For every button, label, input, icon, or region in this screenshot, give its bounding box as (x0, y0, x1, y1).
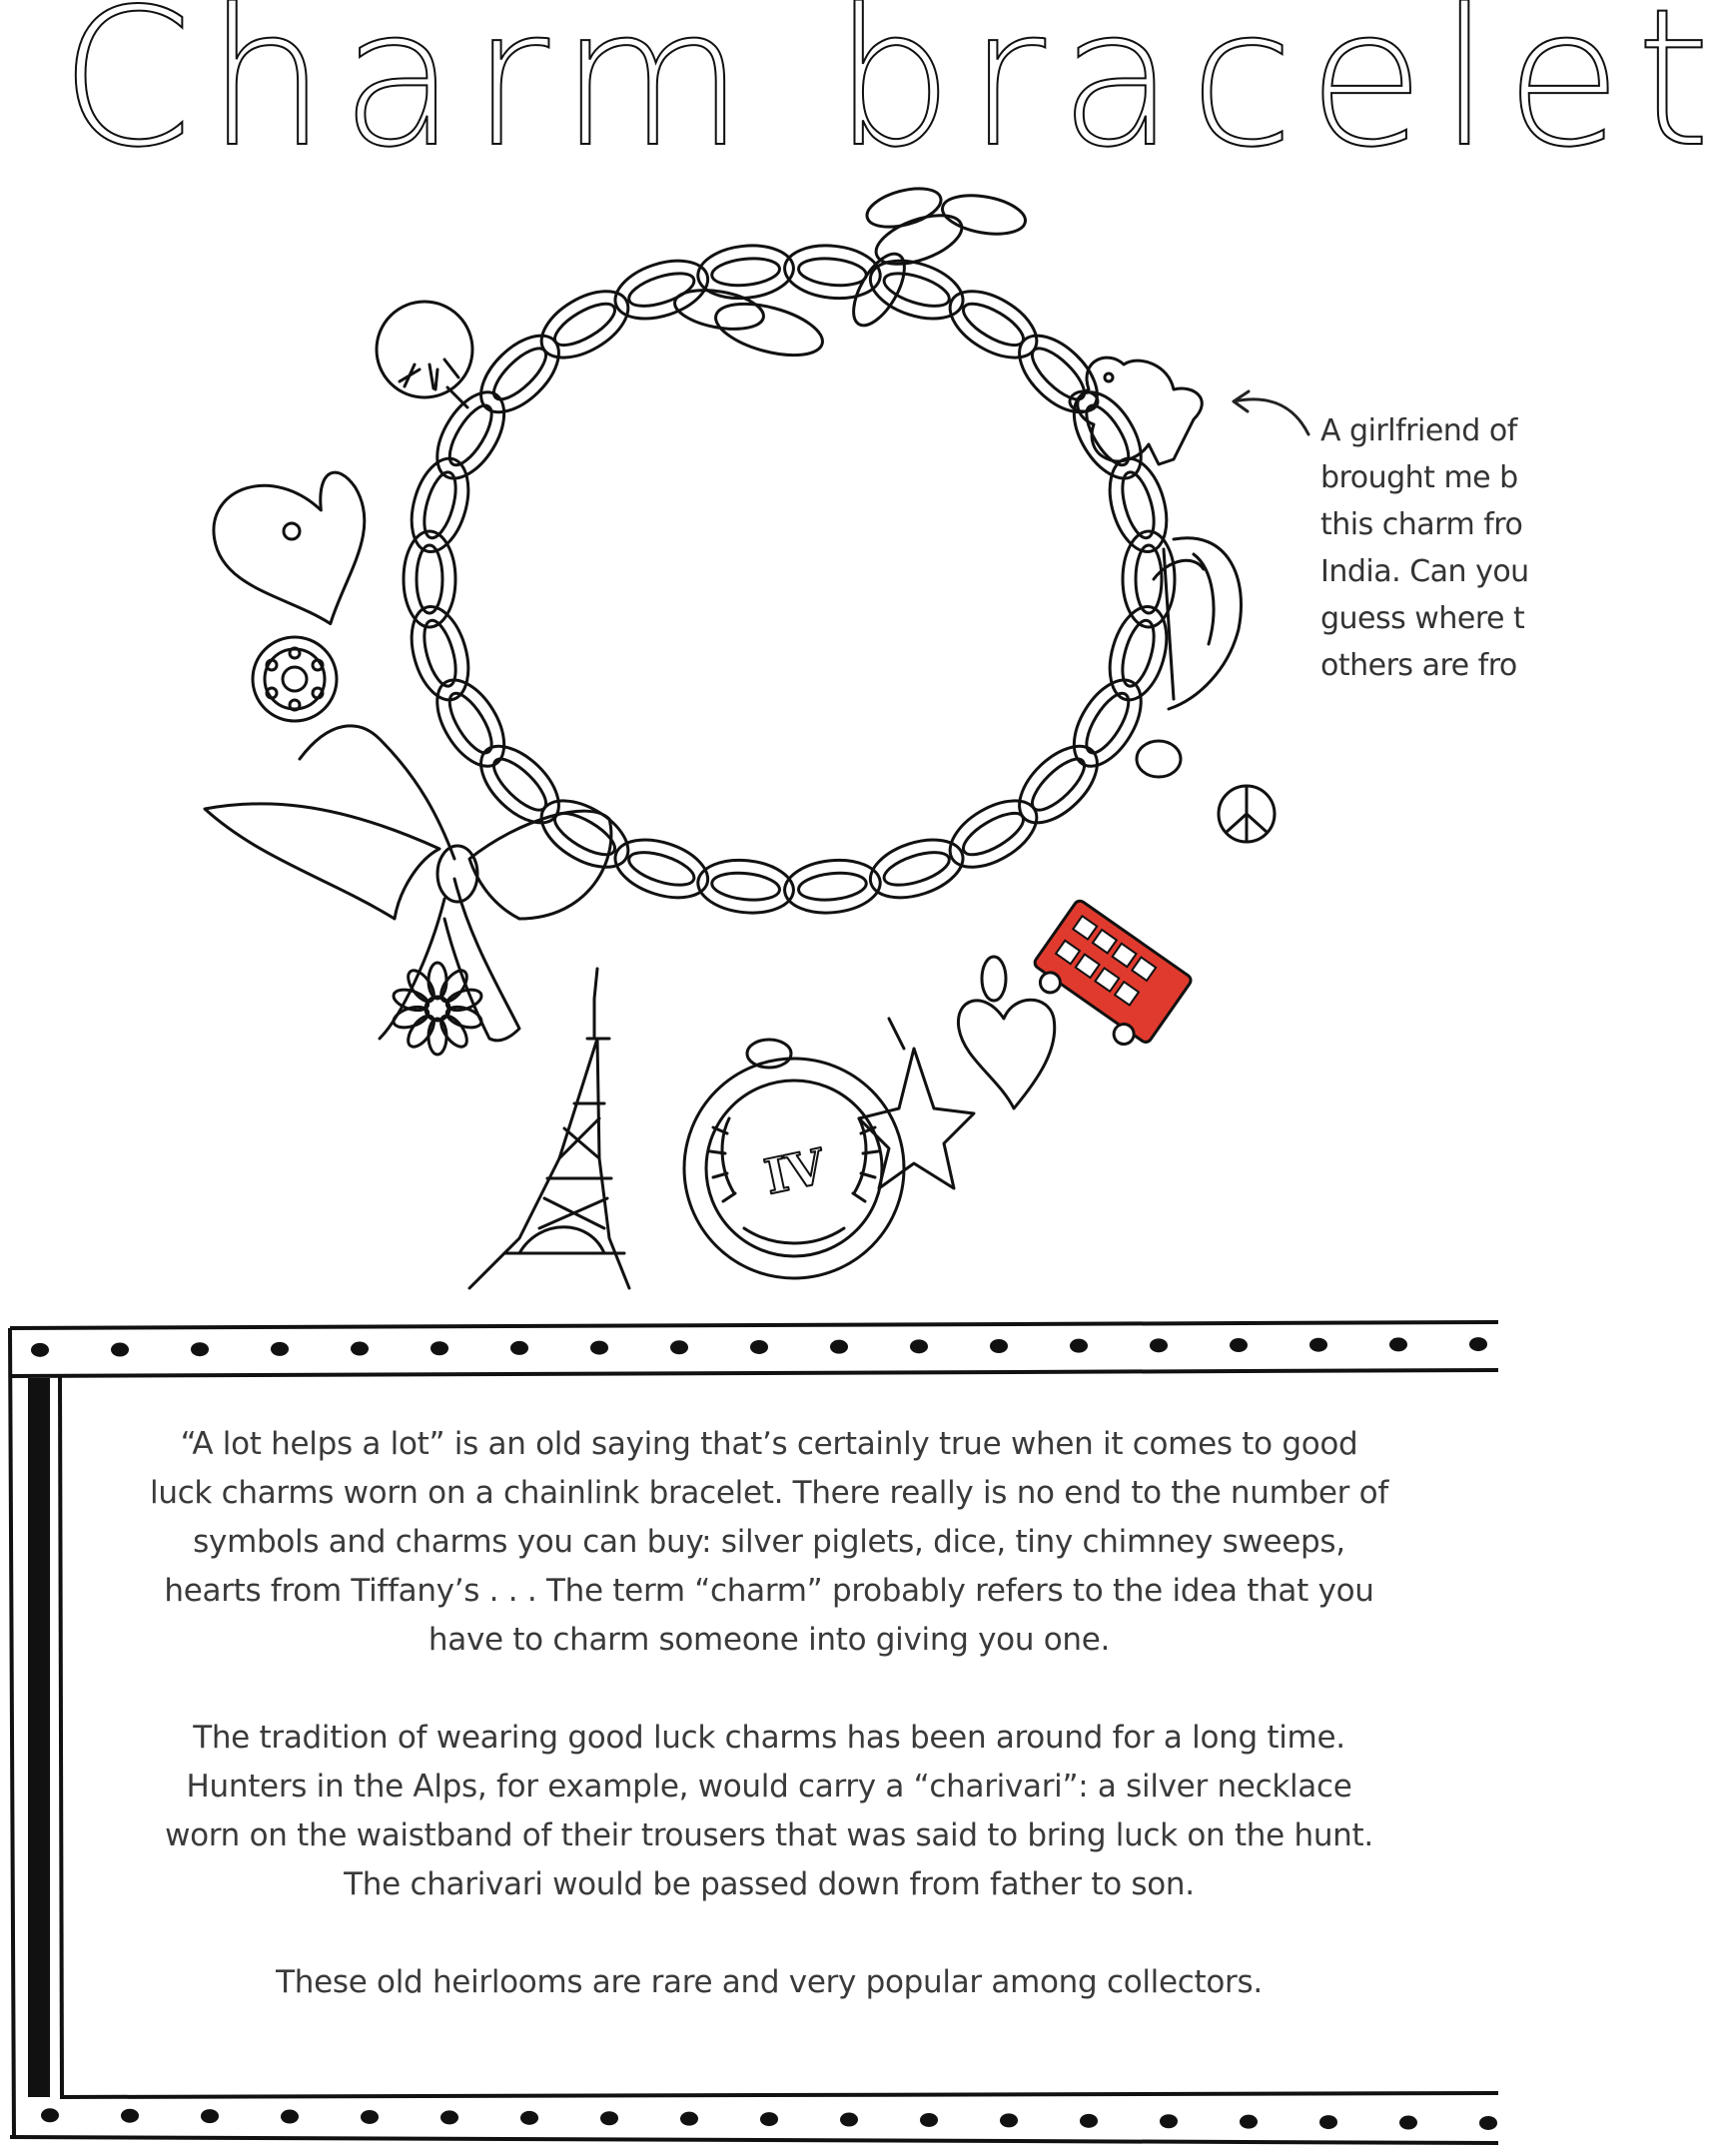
frame-dot (271, 1342, 289, 1356)
chain-link-inner (958, 806, 1030, 863)
paragraph: These old heirlooms are rare and very popular among collectors. (276, 1964, 1263, 2000)
red-bus-charm (1024, 899, 1193, 1057)
frame-dot (1150, 1338, 1168, 1352)
letter-d-charm (1154, 538, 1241, 709)
daisy-petal (404, 966, 439, 1006)
frame-dot (351, 1342, 369, 1356)
chain-link (1061, 669, 1155, 778)
chain-link (608, 829, 715, 908)
frame-dot (111, 1343, 129, 1357)
daisy-petal (429, 963, 446, 999)
frame-dot (1160, 2114, 1178, 2128)
peace-sign-charm (1137, 741, 1275, 842)
frame-dot (1319, 2115, 1337, 2129)
frame-dot (680, 2112, 698, 2126)
frame-dot (1000, 2113, 1018, 2127)
chain-link-inner (441, 687, 499, 759)
frame-dot (1309, 1338, 1327, 1352)
chain-link (424, 669, 517, 778)
eiffel-tower-charm (469, 969, 629, 1288)
chain-link-inner (797, 870, 867, 903)
annotation-note (1320, 407, 1580, 689)
chain-link (782, 856, 883, 918)
chain-link (1006, 732, 1111, 836)
heart-charm (201, 452, 398, 651)
chain-link (695, 856, 796, 918)
chain-link-inner (486, 752, 553, 818)
frame-dot (191, 1342, 209, 1356)
chain-link-inner (1025, 341, 1092, 406)
bow-ribbon-charm (205, 726, 611, 1041)
annotation-line: A girlfriend of (1320, 413, 1517, 448)
chain-link (1006, 322, 1111, 425)
chain-link (695, 241, 796, 303)
chain-link (424, 380, 517, 489)
frame-dot (670, 1340, 688, 1354)
frame-dot (600, 2111, 618, 2125)
annotation-line: guess where t (1320, 601, 1525, 636)
chain-link (467, 322, 572, 425)
frame-dot (760, 2112, 778, 2126)
chain-link (863, 829, 970, 908)
annotation-line: others are fro (1320, 648, 1517, 683)
paragraph: “A lot helps a lot” is an old saying that’s certainly true when it comes to good luck charms worn on a chainlink bracelet. There really is no end to the number of symbols and charms you can buy: silver piglets, dice, tiny chimney sweeps, hearts from Tiffany’s . . . The term “charm” probably refers to the idea that you have to charm someone into giving you one. (150, 1426, 1388, 1658)
chain-link-inner (417, 545, 442, 613)
frame-dot (750, 1340, 768, 1354)
frame-dot (281, 2110, 299, 2124)
frame-dot (1230, 1338, 1248, 1352)
frame-dot (1070, 1339, 1088, 1353)
frame-dot (201, 2109, 219, 2123)
frame-dot (41, 2108, 59, 2122)
chain-link-inner (958, 296, 1030, 353)
frame-dot (361, 2110, 379, 2124)
chain-link-inner (1117, 469, 1161, 542)
frame-dot (830, 1340, 848, 1354)
frame-dot (121, 2109, 139, 2123)
daisy-petal (429, 1019, 446, 1055)
daisy-petal (436, 1012, 472, 1052)
round-flower-charm (377, 302, 472, 407)
frame-dot (1399, 2116, 1417, 2130)
frame-dot (840, 2113, 858, 2127)
chain-link (1061, 380, 1155, 489)
chain-link-inner (710, 256, 780, 289)
frame-dot (1240, 2115, 1258, 2129)
frame-dot (590, 1341, 608, 1355)
coin-numeral: IV (759, 1138, 830, 1206)
charm-bracelet-illustration (0, 160, 1498, 1308)
annotation-line: this charm fro (1320, 507, 1523, 542)
daisy-petal (404, 1012, 439, 1052)
frame-dot (990, 1339, 1008, 1353)
star-charm (859, 1019, 974, 1188)
chain-link-inner (797, 256, 867, 289)
frame-dot (910, 1339, 928, 1353)
annotation-line: India. Can you (1320, 554, 1529, 589)
daisy-charm (391, 963, 483, 1055)
frame-dot (1469, 1337, 1487, 1351)
frame-dot (431, 1341, 448, 1355)
chain-links (402, 241, 1176, 917)
paragraph: The tradition of wearing good luck charms has been around for a long time. Hunters in the Alps, for example, would carry a “charivari”: a silver necklace worn on the waistband of their trousers that was said to bring luck on the hunt. The charivari would be passed down from father to son. (165, 1720, 1373, 1902)
chain-link (467, 732, 572, 836)
frame-dot (31, 1343, 49, 1357)
frame-dot (1080, 2114, 1098, 2128)
frame-dot (1389, 1337, 1407, 1351)
annotation-line: brought me b (1320, 460, 1518, 495)
page-title-text: Charm bracelet (60, 0, 1724, 189)
annotation-arrow-icon (1224, 379, 1313, 439)
button-charm (253, 637, 337, 721)
chain-link-inner (710, 870, 780, 903)
chain-end-links (672, 182, 1029, 365)
frame-dot (520, 2111, 538, 2125)
frame-dot (920, 2113, 938, 2127)
frame-dot (1479, 2116, 1497, 2130)
frame-dot (440, 2110, 458, 2124)
chain-link-inner (549, 296, 621, 353)
chain-link-inner (1136, 545, 1162, 613)
frame-dot (510, 1341, 528, 1355)
body-text (150, 1420, 1388, 2056)
